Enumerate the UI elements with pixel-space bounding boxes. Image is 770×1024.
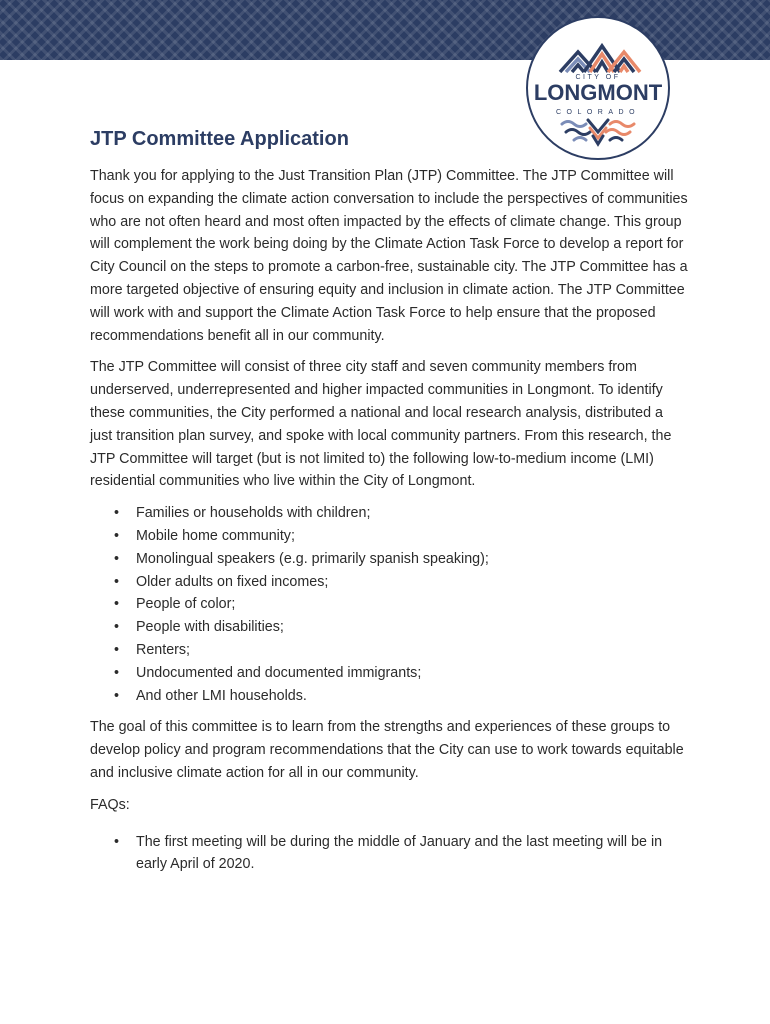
communities-list [90, 502, 688, 707]
list-item: • People of color; [136, 593, 688, 616]
intro-paragraph: Thank you for applying to the Just Transition Plan (JTP) Committee. The JTP Committee will focus on expanding the climate action conversation to include the perspectives of communities who are not often heard and most often impacted by the effects of climate change. This group will complement the work being doing by the Climate Action Task Force to develop a report for City Council on the steps to promote a carbon-free, sustainable city. The JTP Committee has a more targeted objective of ensuring equity and inclusion in climate action. The JTP Committee will work with and support the Climate Action Task Force to help ensure that the proposed recommendations benefit all in our community. [90, 168, 688, 344]
logo-city-of-text: CITY OF [575, 74, 621, 81]
list-item: • Undocumented and documented immigrants; [136, 662, 688, 685]
logo-longmont-text: LONGMONT [533, 80, 663, 105]
list-item: • And other LMI households. [136, 685, 688, 708]
faqs-label: FAQs: [90, 796, 130, 813]
page-title: JTP Committee Application [90, 128, 349, 150]
faq-list [90, 831, 688, 877]
list-item: • The first meeting will be during the middle of January and the last meeting will be in early April of 2020. [136, 831, 688, 877]
list-item: • Older adults on fixed incomes; [136, 571, 688, 594]
list-item: • Families or households with children; [136, 502, 688, 525]
list-item: • Monolingual speakers (e.g. primarily spanish speaking); [136, 548, 688, 571]
list-item: • People with disabilities; [136, 616, 688, 639]
list-item: • Renters; [136, 639, 688, 662]
composition-paragraph: The JTP Committee will consist of three city staff and seven community members from underserved, underrepresented and higher impacted communities in Longmont. To identify these communities, the City performed a national and local research analysis, distributed a just transition plan survey, and spoke with local community partners. From this research, the JTP Committee will target (but is not limited to) the following low-to-medium income (LMI) residential communities who live within the City of Longmont. [90, 359, 672, 490]
goal-paragraph: The goal of this committee is to learn from the strengths and experiences of these groups to develop policy and program recommendations that the City can use to work towards equitable and inclusive climate action for all in our community. [90, 719, 684, 781]
list-item: • Mobile home community; [136, 525, 688, 548]
document-body [90, 128, 688, 885]
logo-colorado-text: COLORADO [555, 109, 641, 116]
